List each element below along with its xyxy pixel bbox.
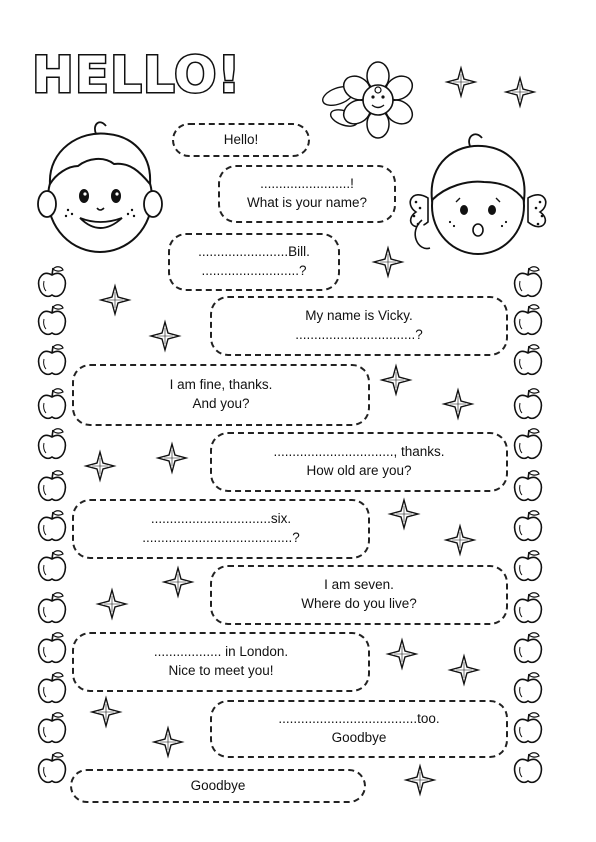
- bubble-line: ........................Bill.: [198, 244, 310, 260]
- apple-icon: [515, 511, 542, 541]
- apple-icon: [39, 593, 66, 623]
- bubble-line: ........................................?: [142, 530, 300, 545]
- bubble-line: Where do you live?: [301, 596, 417, 611]
- dialogue-bubble-5: [72, 364, 370, 426]
- bubble-line: ........................!: [260, 176, 354, 192]
- sparkle-icon: [374, 248, 402, 276]
- dialogue-bubble-7: [72, 499, 370, 559]
- bubble-line: My name is Vicky.: [305, 308, 413, 324]
- apple-icon: [515, 551, 542, 581]
- sparkle-icon: [86, 452, 114, 480]
- bubble-line: .....................................too.: [278, 711, 440, 727]
- apple-icon: [515, 429, 542, 459]
- apple-icon: [39, 345, 66, 375]
- sparkle-icon: [506, 78, 534, 106]
- sparkle-icon: [101, 286, 129, 314]
- bubble-line: What is your name?: [246, 195, 368, 210]
- sparkle-icon: [450, 656, 478, 684]
- dialogue-bubble-8: [210, 565, 508, 625]
- flower-icon: [320, 62, 416, 138]
- sparkle-icon: [158, 444, 186, 472]
- sparkle-icon: [390, 500, 418, 528]
- sparkle-icon: [382, 366, 410, 394]
- sparkle-icon: [406, 766, 434, 794]
- sparkle-icon: [164, 568, 192, 596]
- sparkle-icon: [447, 68, 475, 96]
- dialogue-bubble-6: [210, 432, 508, 492]
- apple-icon: [515, 389, 542, 419]
- bubble-line: ................................six.: [150, 511, 292, 527]
- apple-icon: [39, 551, 66, 581]
- apple-icon: [515, 305, 542, 335]
- apple-icon: [515, 471, 542, 501]
- bubble-line: I am seven.: [324, 577, 394, 593]
- apple-icon: [39, 305, 66, 335]
- bubble-line: ................................, thanks.: [273, 444, 445, 460]
- apple-icon: [39, 511, 66, 541]
- bubble-line: Goodbye: [190, 777, 246, 793]
- sparkle-icon: [446, 526, 474, 554]
- girl-face-icon: [410, 134, 546, 254]
- apple-icon: [39, 713, 66, 743]
- apple-icon: [39, 471, 66, 501]
- dialogue-bubble-9: [72, 632, 370, 692]
- dialogue-bubble-10: [210, 700, 508, 758]
- right-apple-border: [515, 267, 542, 783]
- sparkle-icon: [151, 322, 179, 350]
- sparkle-icon: [388, 640, 416, 668]
- left-apple-border: [39, 267, 66, 783]
- bubble-line: .................. in London.: [153, 644, 289, 660]
- apple-icon: [515, 673, 542, 703]
- apple-icon: [39, 429, 66, 459]
- bubble-line: How old are you?: [306, 463, 412, 478]
- bubble-line: I am fine, thanks.: [169, 377, 273, 393]
- apple-icon: [515, 633, 542, 663]
- apple-icon: [515, 345, 542, 375]
- bubble-line: And you?: [192, 396, 250, 411]
- sparkle-icon: [154, 728, 182, 756]
- apple-icon: [39, 633, 66, 663]
- bubble-line: Goodbye: [331, 730, 387, 745]
- apple-icon: [515, 753, 542, 783]
- dialogue-bubble-1: [172, 123, 310, 157]
- sparkle-icon: [92, 698, 120, 726]
- worksheet-title: HELLO!: [32, 46, 242, 104]
- bubble-line: Hello!: [223, 131, 259, 147]
- apple-icon: [39, 389, 66, 419]
- bubble-line: ................................?: [295, 327, 423, 342]
- sparkle-icon: [444, 390, 472, 418]
- boy-face-icon: [38, 122, 162, 252]
- apple-icon: [39, 673, 66, 703]
- dialogue-bubble-4: [210, 296, 508, 356]
- apple-icon: [515, 593, 542, 623]
- sparkle-icon: [98, 590, 126, 618]
- dialogue-bubble-11: [70, 769, 366, 803]
- dialogue-bubble-3: [168, 233, 340, 291]
- dialogue-bubble-2: [218, 165, 396, 223]
- bubble-line: ..........................?: [201, 263, 307, 278]
- bubble-line: Nice to meet you!: [168, 663, 274, 678]
- apple-icon: [515, 267, 542, 297]
- apple-icon: [515, 713, 542, 743]
- apple-icon: [39, 753, 66, 783]
- apple-icon: [39, 267, 66, 297]
